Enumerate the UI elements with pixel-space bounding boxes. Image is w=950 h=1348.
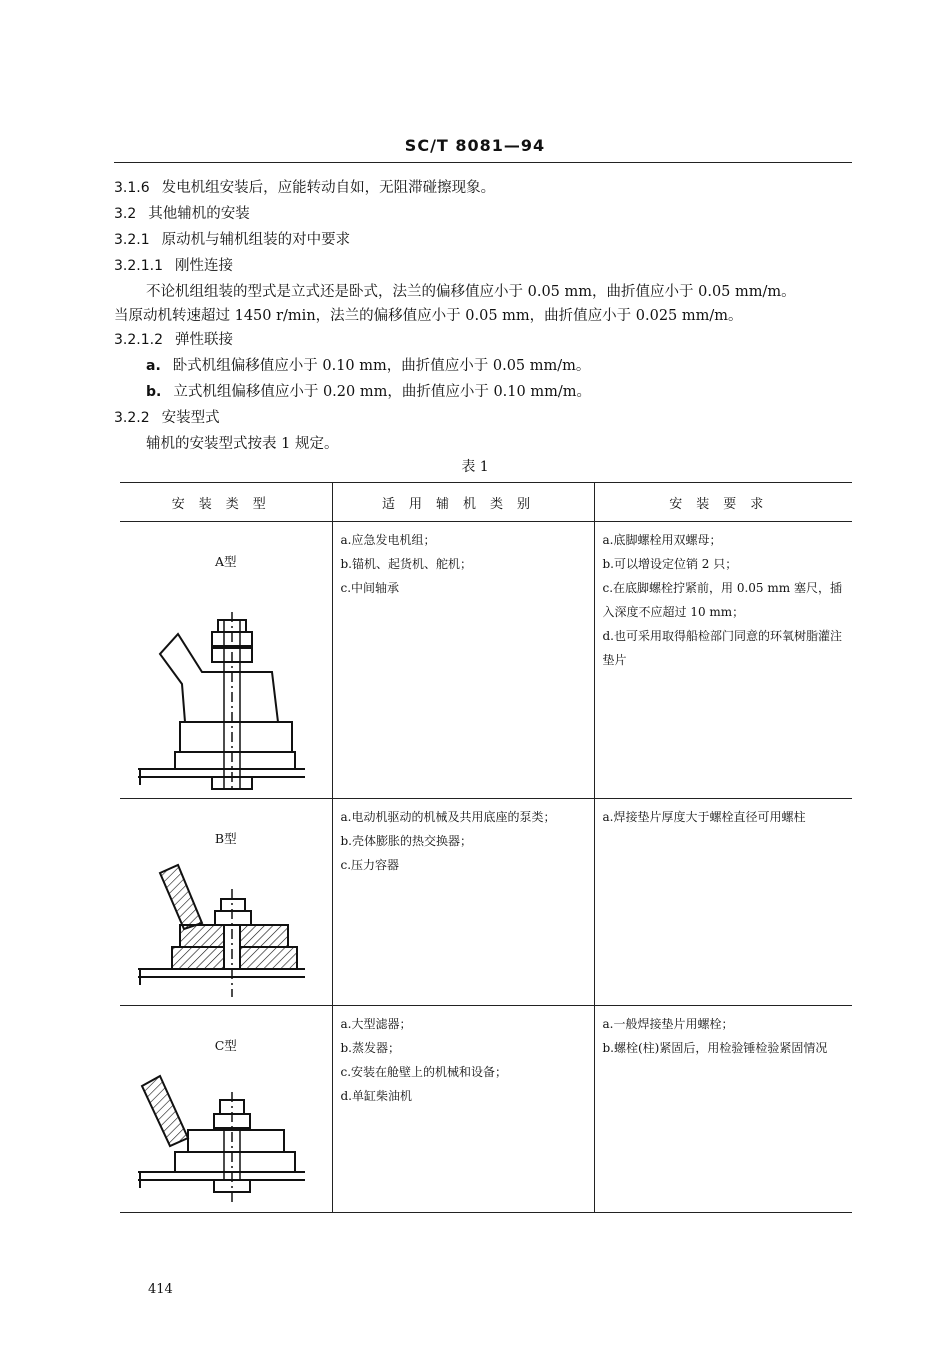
item-marker: b. bbox=[146, 384, 162, 400]
type-c-mounting-drawing bbox=[120, 1056, 332, 1206]
requirement-item: b.螺栓(柱)紧固后，用检验锤检验紧固情况 bbox=[602, 1041, 828, 1055]
applicable-item: b.蒸发器； bbox=[340, 1041, 400, 1055]
applicable-item: a.大型滤器； bbox=[340, 1017, 412, 1031]
requirement-item: a.底脚螺栓用双螺母； bbox=[602, 533, 722, 547]
clause-3-2-2 bbox=[114, 408, 220, 428]
requirement-item: a.焊接垫片厚度大于螺栓直径可用螺柱 bbox=[602, 810, 806, 824]
type-label: A型 bbox=[214, 554, 237, 569]
type-a-mounting-drawing bbox=[120, 572, 332, 792]
clause-text: 发电机组安装后，应能转动自如，无阻滞碰擦现象。 bbox=[161, 180, 496, 196]
paragraph-rigid-1: 不论机组组装的型式是立式还是卧式，法兰的偏移值应小于 0.05 mm，曲折值应小于 0.05 mm/m。 bbox=[146, 284, 796, 300]
type-b-mounting-drawing bbox=[120, 849, 332, 999]
table-caption: 表 1 bbox=[461, 459, 489, 475]
clause-text: 弹性联接 bbox=[174, 332, 233, 348]
clause-text: 其他辅机的安装 bbox=[148, 206, 250, 222]
header-requirements: 安装要求 bbox=[594, 483, 852, 522]
clause-number: 3.2 bbox=[114, 206, 137, 222]
installation-table bbox=[120, 482, 852, 1213]
applicable-item: c.安装在舱壁上的机械和设备； bbox=[340, 1065, 508, 1079]
table-row bbox=[120, 1006, 852, 1213]
clause-text: 原动机与辅机组装的对中要求 bbox=[161, 232, 351, 248]
requirement-item: b.可以增设定位销 2 只； bbox=[602, 557, 738, 571]
header-type: 安装类型 bbox=[120, 483, 332, 522]
applicable-item: d.单缸柴油机 bbox=[340, 1089, 412, 1103]
paragraph-table-ref: 辅机的安装型式按表 1 规定。 bbox=[146, 436, 339, 452]
header-rule bbox=[114, 162, 852, 163]
requirement-item: d.也可采用取得船检部门同意的环氧树脂灌注垫片 bbox=[602, 629, 842, 667]
applicable-cell bbox=[332, 1006, 594, 1213]
applicable-item: a.应急发电机组； bbox=[340, 533, 436, 547]
requirements-cell bbox=[594, 522, 852, 799]
clause-3-1-6 bbox=[114, 178, 495, 198]
clause-text: 刚性连接 bbox=[174, 258, 233, 274]
type-label: B型 bbox=[214, 831, 237, 846]
table-row bbox=[120, 799, 852, 1006]
applicable-item: c.中间轴承 bbox=[340, 581, 400, 595]
clause-number: 3.2.1.1 bbox=[114, 258, 163, 274]
applicable-item: a.电动机驱动的机械及共用底座的泵类； bbox=[340, 810, 556, 824]
item-text: 立式机组偏移值应小于 0.20 mm，曲折值应小于 0.10 mm/m。 bbox=[173, 384, 591, 400]
requirement-item: a.一般焊接垫片用螺栓； bbox=[602, 1017, 734, 1031]
clause-3-2-1-2 bbox=[114, 330, 233, 350]
applicable-item: b.锚机、起货机、舵机； bbox=[340, 557, 472, 571]
table-row bbox=[120, 522, 852, 799]
clause-number: 3.2.2 bbox=[114, 410, 150, 426]
type-cell bbox=[120, 799, 332, 1006]
clause-number: 3.2.1.2 bbox=[114, 332, 163, 348]
type-cell bbox=[120, 522, 332, 799]
page-number: 414 bbox=[148, 1282, 173, 1297]
clause-text: 安装型式 bbox=[161, 410, 220, 426]
clause-number: 3.1.6 bbox=[114, 180, 150, 196]
type-label: C型 bbox=[214, 1038, 237, 1053]
clause-3-2 bbox=[114, 204, 250, 224]
clause-number: 3.2.1 bbox=[114, 232, 150, 248]
requirement-item: c.在底脚螺栓拧紧前，用 0.05 mm 塞尺，插入深度不应超过 10 mm； bbox=[602, 581, 842, 619]
item-a-horizontal bbox=[146, 356, 590, 376]
requirements-cell bbox=[594, 1006, 852, 1213]
header-applicable: 适用辅机类别 bbox=[332, 483, 594, 522]
paragraph-rigid-2: 当原动机转速超过 1450 r/min，法兰的偏移值应小于 0.05 mm，曲折值应小于 0.025 mm/m。 bbox=[114, 308, 743, 324]
applicable-cell bbox=[332, 799, 594, 1006]
item-text: 卧式机组偏移值应小于 0.10 mm，曲折值应小于 0.05 mm/m。 bbox=[172, 358, 591, 374]
item-marker: a. bbox=[146, 358, 161, 374]
type-cell bbox=[120, 1006, 332, 1213]
item-b-vertical bbox=[146, 382, 591, 402]
applicable-item: b.壳体膨胀的热交换器； bbox=[340, 834, 472, 848]
requirements-cell bbox=[594, 799, 852, 1006]
applicable-cell bbox=[332, 522, 594, 799]
applicable-item: c.压力容器 bbox=[340, 858, 400, 872]
clause-3-2-1-1 bbox=[114, 256, 233, 276]
standard-code-header: SC/T 8081—94 bbox=[404, 136, 546, 155]
table-header-row bbox=[120, 483, 852, 522]
clause-3-2-1 bbox=[114, 230, 350, 250]
